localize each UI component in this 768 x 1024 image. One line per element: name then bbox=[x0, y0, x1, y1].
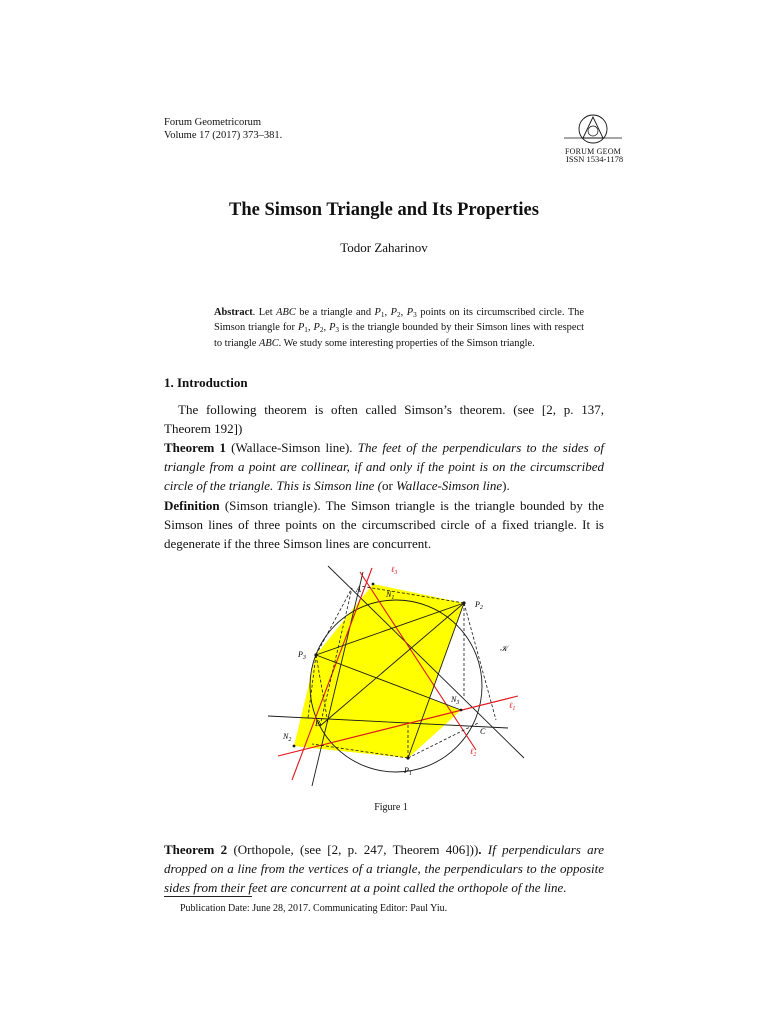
point-p3 bbox=[314, 653, 317, 656]
math-sub: 2 bbox=[397, 311, 401, 319]
journal-info bbox=[164, 116, 282, 142]
abstract-text: be a triangle and bbox=[295, 307, 375, 318]
point-p2 bbox=[462, 601, 465, 604]
theorem-1-end: ). bbox=[502, 478, 510, 493]
math-p: P bbox=[390, 307, 398, 318]
abstract-label: Abstract bbox=[214, 307, 253, 318]
abstract-text: . We study some interesting properties of the Simson triangle. bbox=[278, 337, 535, 349]
math-sub: 3 bbox=[413, 311, 417, 319]
math-abc: ABC bbox=[276, 307, 296, 318]
definition-note: (Simson triangle). bbox=[219, 498, 321, 513]
theorem-2-dot: . bbox=[478, 842, 482, 857]
figure-1 bbox=[268, 558, 530, 786]
theorem-1-note: (Wallace-Simson line). bbox=[225, 440, 353, 455]
simson-diagram bbox=[268, 558, 530, 786]
point-p1 bbox=[406, 756, 409, 759]
label-p1: $P_1$ bbox=[404, 766, 412, 777]
label-p2: $P_2$ bbox=[475, 600, 483, 611]
journal-name: Forum Geometricorum bbox=[164, 117, 262, 128]
section-heading: 1. Introduction bbox=[164, 375, 248, 390]
footnote: Publication Date: June 28, 2017. Communicating Editor: Paul Yiu. bbox=[180, 903, 448, 914]
label-n2: $N_2$ bbox=[283, 732, 292, 743]
abstract bbox=[214, 305, 584, 351]
point-n3 bbox=[460, 709, 463, 712]
abstract-text: , bbox=[400, 307, 407, 318]
theorem-2-body: If perpendiculars are dropped on a line from the vertices of a triangle, the perpendiculars to the opposite sides from their feet are concurrent at a point called the orthopole of the line. bbox=[164, 842, 604, 895]
label-k: 𝒦 bbox=[500, 644, 508, 653]
theorem-1 bbox=[164, 438, 604, 495]
theorem-1-or: or bbox=[381, 478, 393, 493]
intro-paragraph: The following theorem is often called Simson’s theorem. (see [2, p. 137, Theorem 192]) bbox=[164, 402, 604, 436]
paper-title: The Simson Triangle and Its Properties bbox=[229, 200, 539, 220]
label-l2: ℓ$_2$ bbox=[470, 747, 477, 758]
abstract-text: , bbox=[384, 307, 391, 318]
figure-caption: Figure 1 bbox=[374, 802, 408, 813]
theorem-2-head: Theorem 2 bbox=[164, 842, 228, 857]
point-n2 bbox=[293, 745, 296, 748]
math-sub: 3 bbox=[335, 326, 340, 335]
definition-head: Definition bbox=[164, 498, 220, 513]
math-p: P bbox=[297, 322, 305, 334]
label-p3: $P_3$ bbox=[298, 650, 306, 661]
math-sub: 1 bbox=[304, 326, 308, 335]
definition-body: The Simson triangle is the triangle bounded by the Simson lines of three points on the circumscribed circle of a fixed triangle. It is degenerate if the three Simson lines are concurrent. bbox=[164, 498, 604, 551]
label-a: A bbox=[356, 585, 361, 594]
math-abc: ABC bbox=[259, 337, 279, 349]
theorem-1-body-b: Wallace-Simson line bbox=[392, 478, 503, 493]
abstract-text: is the triangle bounded by their Simson lines with respect to triangle bbox=[214, 322, 584, 349]
definition bbox=[164, 496, 604, 553]
abstract-text: , bbox=[323, 322, 330, 334]
abstract-text: . Let bbox=[252, 307, 277, 318]
journal-volume: Volume 17 (2017) 373–381. bbox=[164, 130, 283, 141]
theorem-2-note: (Orthopole, (see [2, p. 247, Theorem 406])) bbox=[227, 842, 479, 857]
theorem-2 bbox=[164, 840, 604, 897]
issn: ISSN 1534-1178 bbox=[566, 154, 624, 164]
logo-caption: FORUM GEOM bbox=[564, 147, 621, 156]
label-b: B bbox=[315, 719, 320, 728]
math-p: P bbox=[406, 307, 414, 318]
point-n1 bbox=[372, 583, 375, 586]
math-sub: 1 bbox=[380, 311, 385, 319]
math-p: P bbox=[329, 322, 336, 334]
math-p: P bbox=[374, 307, 381, 318]
theorem-1-body: The feet of the perpendiculars to the sides of triangle from a point are collinear, if and only if the point is on the circumscribed circle of the triangle. This is Simson line ( bbox=[164, 440, 605, 493]
abstract-text: points on its circumscribed circle. The Simson triangle for bbox=[214, 307, 584, 334]
paper-author: Todor Zaharinov bbox=[340, 240, 428, 255]
label-l1: ℓ$_1$ bbox=[509, 701, 516, 712]
label-l3: ℓ$_3$ bbox=[391, 565, 398, 576]
abstract-text: , bbox=[307, 322, 314, 334]
label-c: C bbox=[480, 727, 486, 736]
theorem-1-head: Theorem 1 bbox=[164, 440, 226, 455]
label-n3: $N_3$ bbox=[451, 695, 460, 706]
footnote-rule bbox=[164, 896, 252, 897]
math-sub: 2 bbox=[319, 326, 324, 335]
label-n1: $N_1$ bbox=[386, 590, 395, 601]
journal-logo bbox=[560, 112, 626, 156]
forum-geom-logo-icon bbox=[560, 112, 626, 144]
math-p: P bbox=[313, 322, 320, 334]
